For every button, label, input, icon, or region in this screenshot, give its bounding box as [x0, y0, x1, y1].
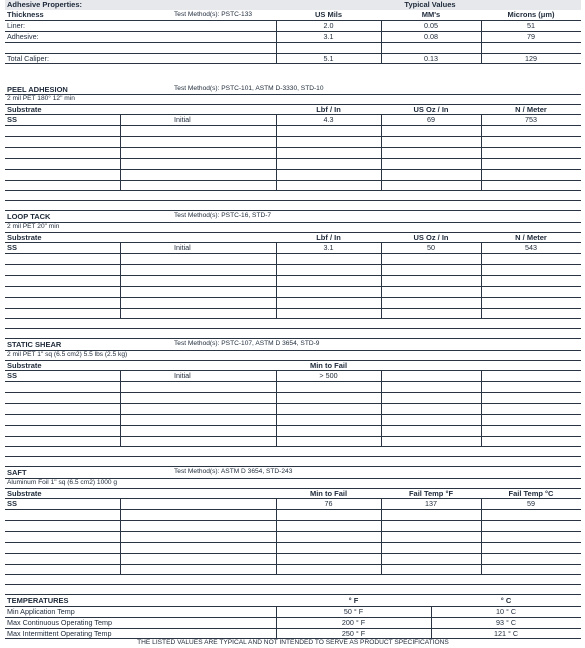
- saft-col-c: Fail Temp °C: [508, 489, 554, 498]
- thickness-title: Thickness: [7, 10, 44, 19]
- peel-method: Test Method(s): PSTC-101, ASTM D-3330, STD-10: [174, 85, 324, 92]
- temps-value: 250 ° F: [341, 629, 366, 638]
- loop-col-lbf: Lbf / In: [316, 233, 341, 242]
- peel-title: PEEL ADHESION: [7, 85, 68, 94]
- thickness-row-label: Total Caliper:: [7, 54, 49, 63]
- shear-condition: Initial: [174, 371, 191, 380]
- thickness-cell: 51: [527, 21, 535, 30]
- peel-col-oz: US Oz / In: [413, 105, 449, 114]
- saft-substrate: SS: [7, 499, 18, 508]
- peel-value: 69: [427, 115, 435, 124]
- thickness-method: Test Method(s): PSTC-133: [174, 11, 253, 18]
- thickness-cell: 2.0: [323, 21, 334, 30]
- temps-row-label: Max Continuous Operating Temp: [7, 618, 112, 627]
- shear-value: > 500: [319, 371, 338, 380]
- saft-col-min: Min to Fail: [309, 489, 348, 498]
- section-label: Adhesive Properties:: [7, 0, 83, 9]
- thickness-cell: 0.13: [424, 54, 438, 63]
- loop-value: 50: [427, 243, 435, 252]
- shear-title: STATIC SHEAR: [7, 340, 62, 349]
- peel-col-n: N / Meter: [515, 105, 547, 114]
- temps-value: 200 ° F: [341, 618, 366, 627]
- loop-value: 3.1: [323, 243, 334, 252]
- saft-col-f: Fail Temp °F: [408, 489, 454, 498]
- thickness-cell: 3.1: [323, 32, 334, 41]
- saft-method: Test Method(s): ASTM D 3654, STD-243: [174, 468, 293, 475]
- temps-value: 10 ° C: [495, 607, 517, 616]
- temps-value: 121 ° C: [493, 629, 519, 638]
- thickness-row-label: Liner:: [7, 21, 25, 30]
- footer-disclaimer: THE LISTED VALUES ARE TYPICAL AND NOT INTENDED TO SERVE AS PRODUCT SPECIFICATIONS: [137, 639, 449, 646]
- loop-col-oz: US Oz / In: [413, 233, 449, 242]
- temps-row-label: Min Application Temp: [7, 607, 75, 616]
- thickness-col-microns: Microns (μm): [507, 10, 555, 19]
- typical-values-heading: Typical Values: [404, 0, 456, 9]
- thickness-cell: 5.1: [323, 54, 334, 63]
- temps-value: 93 ° C: [495, 618, 517, 627]
- shear-conditions: 2 mil PET 1" sq (6.5 cm2) 5.5 lbs (2.5 kg): [7, 351, 128, 358]
- loop-substrate-header: Substrate: [7, 233, 42, 242]
- temps-col-f: ° F: [348, 596, 359, 605]
- thickness-col-mm: MM's: [421, 10, 441, 19]
- temps-value: 50 ° F: [343, 607, 364, 616]
- peel-condition: Initial: [174, 115, 191, 124]
- loop-value: 543: [525, 243, 537, 252]
- temps-title: TEMPERATURES: [7, 596, 69, 605]
- peel-conditions: 2 mil PET 180° 12" min: [7, 95, 75, 102]
- thickness-col-mils: US Mils: [314, 10, 343, 19]
- thickness-cell: 129: [525, 54, 537, 63]
- thickness-cell: 0.05: [424, 21, 438, 30]
- shear-substrate-header: Substrate: [7, 361, 42, 370]
- loop-title: LOOP TACK: [7, 212, 51, 221]
- thickness-cell: 0.08: [424, 32, 438, 41]
- loop-condition: Initial: [174, 243, 191, 252]
- saft-value: 59: [527, 499, 535, 508]
- thickness-row-label: Adhesive:: [7, 32, 39, 41]
- saft-title: SAFT: [7, 468, 27, 477]
- loop-col-n: N / Meter: [515, 233, 547, 242]
- saft-value: 76: [324, 499, 333, 508]
- header-shade: [5, 0, 581, 10]
- peel-value: 4.3: [323, 115, 334, 124]
- saft-conditions: Aluminum Foil 1" sq (6.5 cm2) 1000 g: [7, 479, 118, 486]
- shear-substrate: SS: [7, 371, 18, 380]
- shear-col-min: Min to Fail: [309, 361, 348, 370]
- saft-value: 137: [425, 499, 437, 508]
- temps-row-label: Max Intermittent Operating Temp: [7, 629, 112, 638]
- peel-value: 753: [525, 115, 537, 124]
- peel-substrate: SS: [7, 115, 18, 124]
- peel-col-lbf: Lbf / In: [316, 105, 341, 114]
- temps-col-c: ° C: [500, 596, 512, 605]
- loop-conditions: 2 mil PET 20" min: [7, 223, 60, 230]
- peel-substrate-header: Substrate: [7, 105, 42, 114]
- loop-substrate: SS: [7, 243, 18, 252]
- loop-method: Test Method(s): PSTC-16, STD-7: [174, 212, 272, 219]
- saft-substrate-header: Substrate: [7, 489, 42, 498]
- thickness-cell: 79: [527, 32, 535, 41]
- shear-method: Test Method(s): PSTC-107, ASTM D 3654, STD-9: [174, 340, 320, 347]
